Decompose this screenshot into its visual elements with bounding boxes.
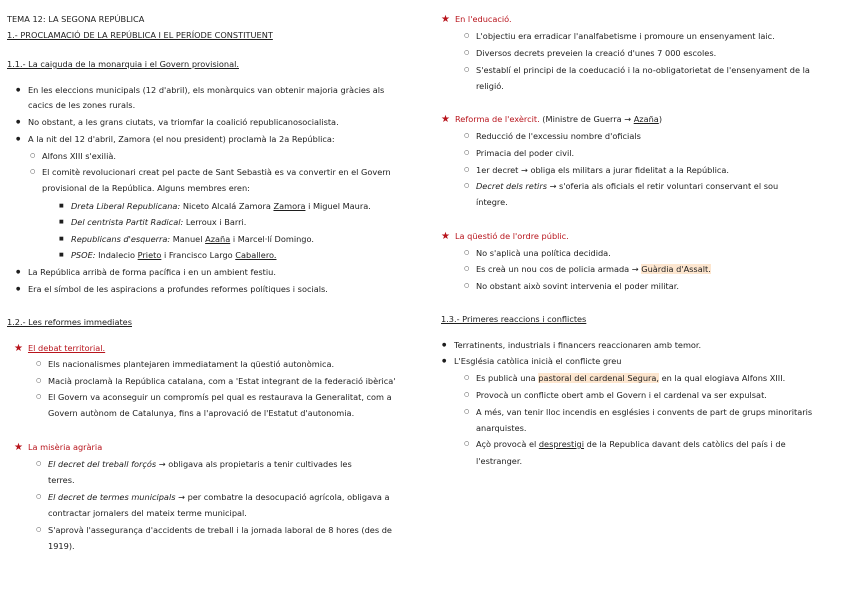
list-item: ● En les eleccions municipals (12 d'abril), els monàrquics van obtenir majoria gràcies als (28, 84, 384, 96)
exercit-heading: ★ Reforma de l'exèrcit. (Ministre de Guerra → Azaña) (441, 114, 663, 125)
highlight: Guàrdia d'Assalt. (641, 264, 711, 274)
list-item: ● La República arribà de forma pacífica i en un ambient festiu. (28, 266, 276, 278)
list-item: ○ Primacia del poder civil. (476, 147, 574, 159)
section-1-heading: 1.- PROCLAMACIÓ DE LA REPÚBLICA I EL PERÍODE CONSTITUENT (7, 30, 273, 40)
list-item-continuation: 1919). (48, 541, 75, 551)
list-item: ○ Macià proclamà la República catalana, com a 'Estat integrant de la federació ibèrica' (48, 375, 396, 387)
list-item: ○ No s'aplicà una política decidida. (476, 247, 611, 259)
list-item-continuation: terres. (48, 475, 75, 485)
list-item: ○ S'establí el principi de la coeducació i la no-obligatorietat de l'ensenyament de la (476, 64, 810, 76)
list-item: ○ El Govern va aconseguir un compromís pel qual es restaurava la Generalitat, com a (48, 391, 392, 403)
list-item: ○ Decret dels retirs → s'oferia als oficials el retir voluntari conservant el sou (476, 180, 778, 192)
subsection-1-1-heading: 1.1.- La caiguda de la monarquia i el Govern provisional. (7, 59, 239, 69)
list-item: ○ L'objectiu era erradicar l'analfabetisme i promoure un ensenyament laic. (476, 30, 775, 42)
list-item-continuation: religió. (476, 81, 504, 91)
agraria-heading: ★ La misèria agrària (14, 442, 103, 453)
member-item: ■ Del centrista Partit Radical: Lerroux i Barri. (71, 216, 246, 228)
list-item: ● A la nit del 12 d'abril, Zamora (el nou president) proclamà la 2a República: (28, 133, 335, 145)
subsection-1-2-heading: 1.2.- Les reformes immediates (7, 317, 132, 327)
list-item-continuation: cacics de les zones rurals. (28, 100, 136, 110)
list-item: ○ No obstant això sovint intervenia el poder militar. (476, 280, 679, 292)
star-icon: ★ (441, 114, 450, 125)
star-icon: ★ (441, 14, 450, 25)
party-name: Republicans d'esquerra: (71, 234, 171, 244)
list-item-continuation: provisional de la República. Alguns membres eren: (42, 183, 250, 193)
star-icon: ★ (14, 442, 23, 453)
ordre-heading: ★ La qüestió de l'ordre públic. (441, 231, 569, 242)
educacio-heading: ★ En l'educació. (441, 14, 512, 25)
member-item: ■ Republicans d'esquerra: Manuel Azaña i Marcel·lí Domingo. (71, 233, 314, 245)
list-item-continuation: anarquistes. (476, 423, 527, 433)
territorial-heading: ★ El debat territorial. (14, 343, 106, 354)
list-item: ○ Es publicà una pastoral del cardenal Segura, en la qual elogiava Alfons XIII. (476, 372, 785, 384)
list-item-continuation: íntegre. (476, 197, 508, 207)
list-item: ● Era el símbol de les aspiracions a profundes reformes polítiques i socials. (28, 283, 328, 295)
list-item: ○ Reducció de l'excessiu nombre d'oficials (476, 130, 641, 142)
party-name: Dreta Liberal Republicana: (71, 201, 181, 211)
list-item-continuation: Govern autònom de Catalunya, fins a l'aprovació de l'Estatut d'autonomia. (48, 408, 355, 418)
list-item: ○ A més, van tenir lloc incendis en esglésies i convents de part de grups minoritaris (476, 406, 812, 418)
page-title: TEMA 12: LA SEGONA REPÚBLICA (7, 14, 145, 24)
list-item: ○ Alfons XIII s'exilià. (42, 150, 116, 162)
list-item: ○ El comitè revolucionari creat pel pacte de Sant Sebastià es va convertir en el Govern (42, 166, 391, 178)
list-item: ○ 1er decret → obliga els militars a jurar fidelitat a la República. (476, 164, 729, 176)
list-item-continuation: contractar jornalers del mateix terme municipal. (48, 508, 247, 518)
list-item: ○ Els nacionalismes plantejaren immediatament la qüestió autonòmica. (48, 358, 334, 370)
star-icon: ★ (441, 231, 450, 242)
party-name: Del centrista Partit Radical: (71, 217, 184, 227)
list-item: ○ Diversos decrets preveien la creació d'unes 7 000 escoles. (476, 47, 716, 59)
list-item: ○ Açò provocà el desprestigi de la Republica davant dels catòlics del país i de (476, 438, 786, 450)
list-item-continuation: l'estranger. (476, 456, 523, 466)
list-item: ○ El decret de termes municipals → per combatre la desocupació agrícola, obligava a (48, 491, 390, 503)
list-item: ○ Provocà un conflicte obert amb el Govern i el cardenal va ser expulsat. (476, 389, 767, 401)
party-name: PSOE: (71, 250, 96, 260)
member-item: ■ PSOE: Indalecio Prieto i Francisco Largo Caballero. (71, 249, 276, 261)
list-item: ○ El decret del treball forçós → obligava als propietaris a tenir cultivades les (48, 458, 352, 470)
list-item: ● L'Església catòlica inicià el conflicte greu (454, 355, 621, 367)
subsection-1-3-heading: 1.3.- Primeres reaccions i conflictes (441, 314, 587, 324)
list-item: ● No obstant, a les grans ciutats, va triomfar la coalició republicanosocialista. (28, 116, 339, 128)
member-item: ■ Dreta Liberal Republicana: Niceto Alcalá Zamora Zamora i Miguel Maura. (71, 200, 371, 212)
highlight: pastoral del cardenal Segura, (538, 373, 660, 383)
list-item: ○ Es creà un nou cos de policia armada → Guàrdia d'Assalt. (476, 263, 711, 275)
list-item: ○ S'aprovà l'assegurança d'accidents de treball i la jornada laboral de 8 hores (des de (48, 524, 392, 536)
list-item: ● Terratinents, industrials i financers reaccionaren amb temor. (454, 339, 701, 351)
star-icon: ★ (14, 343, 23, 354)
